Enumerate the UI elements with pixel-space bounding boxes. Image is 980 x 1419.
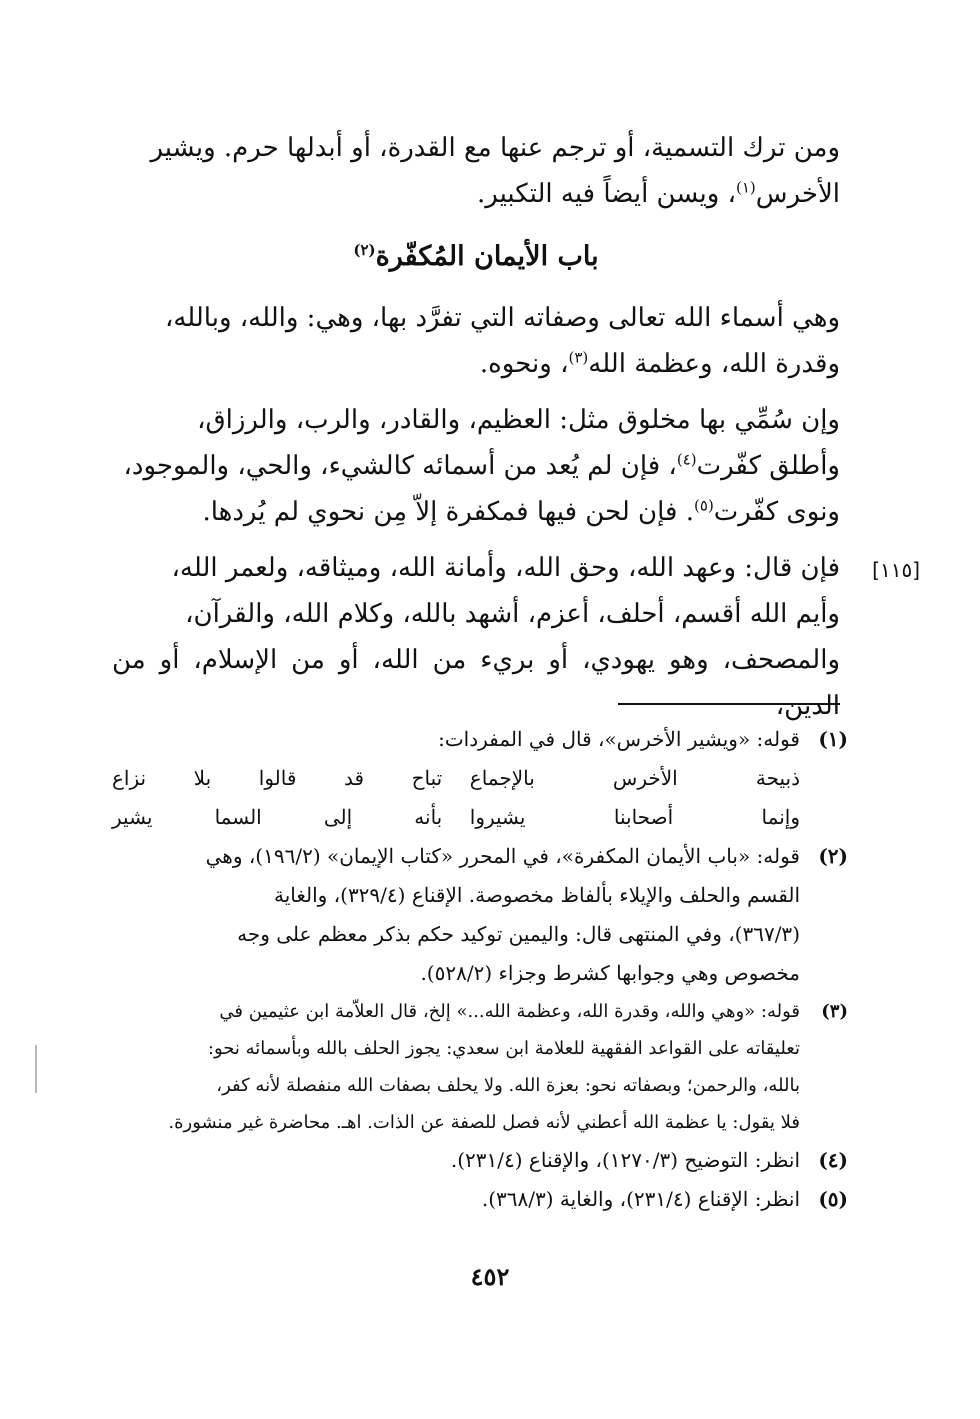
paragraph-3-line-3: ونوى كفّرت$^{(٥)}$. فإن لحن فيها فمكفرة إلاّ مِن نحوي لم يُردها. bbox=[202, 496, 840, 527]
footnote-5-number: (٥) bbox=[818, 1187, 848, 1211]
footnote-separator bbox=[618, 703, 840, 705]
paragraph-3-line-1: وإن سُمِّي بها مخلوق مثل: العظيم، والقادر، والرب، والرزاق، bbox=[197, 405, 840, 435]
footnote-3-line-2: تعليقاته على القواعد الفقهية للعلامة ابن سعدي: يجوز الحلف بالله وبأسمائه نحو: bbox=[207, 1038, 800, 1059]
paragraph-4-line-3: والمصحف، وهو يهودي، أو بريء من الله، أو من الإسلام، أو من الدين، bbox=[112, 645, 840, 721]
footnote-1-text: قوله: «ويشير الأخرس»، قال في المفردات: bbox=[438, 727, 800, 751]
paragraph-3-line-2: وأطلق كفّرت$^{(٤)}$، فإن لم يُعد من أسمائه كالشيء، والحي، والموجود، bbox=[123, 450, 840, 481]
footnote-5-text: انظر: الإقناع (٢٣١/٤)، والغاية (٣٦٨/٣). bbox=[481, 1187, 800, 1211]
footnote-1-number: (١) bbox=[818, 727, 848, 751]
paragraph-3 bbox=[112, 397, 840, 535]
footnote-ref-5[interactable]: (٥) bbox=[694, 496, 714, 515]
footnote-4 bbox=[112, 1141, 848, 1180]
paragraph-4-line-1: فإن قال: وعهد الله، وحق الله، وأمانة الله، وميثاقه، ولعمر الله، bbox=[171, 553, 840, 583]
footnote-3-number: (٣) bbox=[821, 1001, 848, 1022]
verse-line-1-second-half: تباح قد قالوا بلا نزاع bbox=[112, 766, 443, 790]
paragraph-4 bbox=[112, 545, 840, 729]
footnote-2 bbox=[112, 837, 848, 993]
footnote-3-line-3: بالله، والرحمن؛ وبصفاته نحو: بعزة الله. ولا يحلف بصفات الله منفصلة لأنه كفر، bbox=[216, 1075, 800, 1096]
footnote-1 bbox=[112, 720, 848, 759]
footnote-2-line-4: مخصوص وهي وجوابها كشرط وجزاء (٥٢٨/٢). bbox=[420, 961, 800, 985]
footnote-2-line-3: (٣٦٧/٣)، وفي المنتهى قال: واليمين توكيد حكم بذكر معظم على وجه bbox=[237, 922, 800, 946]
footnote-ref-1[interactable]: (١) bbox=[736, 178, 756, 197]
paragraph-1-line-2: الأخرس$^{(١)}$، ويسن أيضاً فيه التكبير. bbox=[476, 178, 840, 209]
scan-edge-mark bbox=[35, 1045, 37, 1093]
paragraph-2 bbox=[112, 295, 840, 387]
footnote-2-number: (٢) bbox=[818, 844, 848, 868]
footnote-ref-3[interactable]: (٣) bbox=[568, 348, 589, 367]
footnote-ref-4[interactable]: (٤) bbox=[676, 450, 697, 469]
footnote-5 bbox=[112, 1180, 848, 1219]
source-page-marker: [١١٥] bbox=[872, 558, 920, 582]
paragraph-2-line-2: وقدرة الله، وعظمة الله$^{(٣)}$، ونحوه. bbox=[479, 348, 840, 379]
footnote-3-line-4: فلا يقول: يا عظمة الله أعطني لأنه فصل للصفة عن الذات. اهـ. محاضرة غير منشورة. bbox=[168, 1112, 800, 1133]
verse-line-2-second-half: بأنه إلى السما يشير bbox=[112, 805, 443, 829]
paragraph-2-line-1: وهي أسماء الله تعالى وصفاته التي تفرَّد بها، وهي: والله، وبالله، bbox=[164, 303, 840, 333]
main-text bbox=[112, 125, 840, 739]
verse-line-1-first-half: ذبيحة الأخرس بالإجماع bbox=[469, 766, 800, 790]
footnote-3-line-1: قوله: «وهي والله، وقدرة الله، وعظمة الله...» إلخ، قال العلاّمة ابن عثيمين في bbox=[219, 1001, 800, 1022]
verse-line-2 bbox=[112, 798, 800, 837]
page-number: ٤٥٢ bbox=[470, 1262, 510, 1291]
paragraph-1-line-1: ومن ترك التسمية، أو ترجم عنها مع القدرة، أو أبدلها حرم. ويشير bbox=[150, 133, 840, 163]
footnote-ref-2[interactable]: (٢) bbox=[353, 241, 376, 259]
footnote-4-number: (٤) bbox=[818, 1148, 848, 1172]
footnote-1-verse bbox=[112, 759, 848, 837]
verse-line-2-first-half: وإنما أصحابنا يشيروا bbox=[469, 805, 800, 829]
footnote-4-text: انظر: التوضيح (١٢٧٠/٣)، والإقناع (٢٣١/٤). bbox=[450, 1148, 800, 1172]
paragraph-1 bbox=[112, 125, 840, 217]
footnote-2-line-2: القسم والحلف والإيلاء بألفاظ مخصوصة. الإقناع (٣٢٩/٤)، والغاية bbox=[273, 883, 800, 907]
chapter-title: باب الأيمان المُكفّرة$^{(٢)}$ bbox=[353, 241, 599, 272]
footnote-2-line-1: قوله: «باب الأيمان المكفرة»، في المحرر «كتاب الإيمان» (١٩٦/٢)، وهي bbox=[205, 844, 800, 868]
footnote-3 bbox=[112, 993, 848, 1141]
footnotes bbox=[112, 720, 848, 1219]
paragraph-4-line-2: وأيم الله أقسم، أحلف، أعزم، أشهد بالله، وكلام الله، والقرآن، bbox=[185, 599, 840, 629]
verse-line-1 bbox=[112, 759, 800, 798]
